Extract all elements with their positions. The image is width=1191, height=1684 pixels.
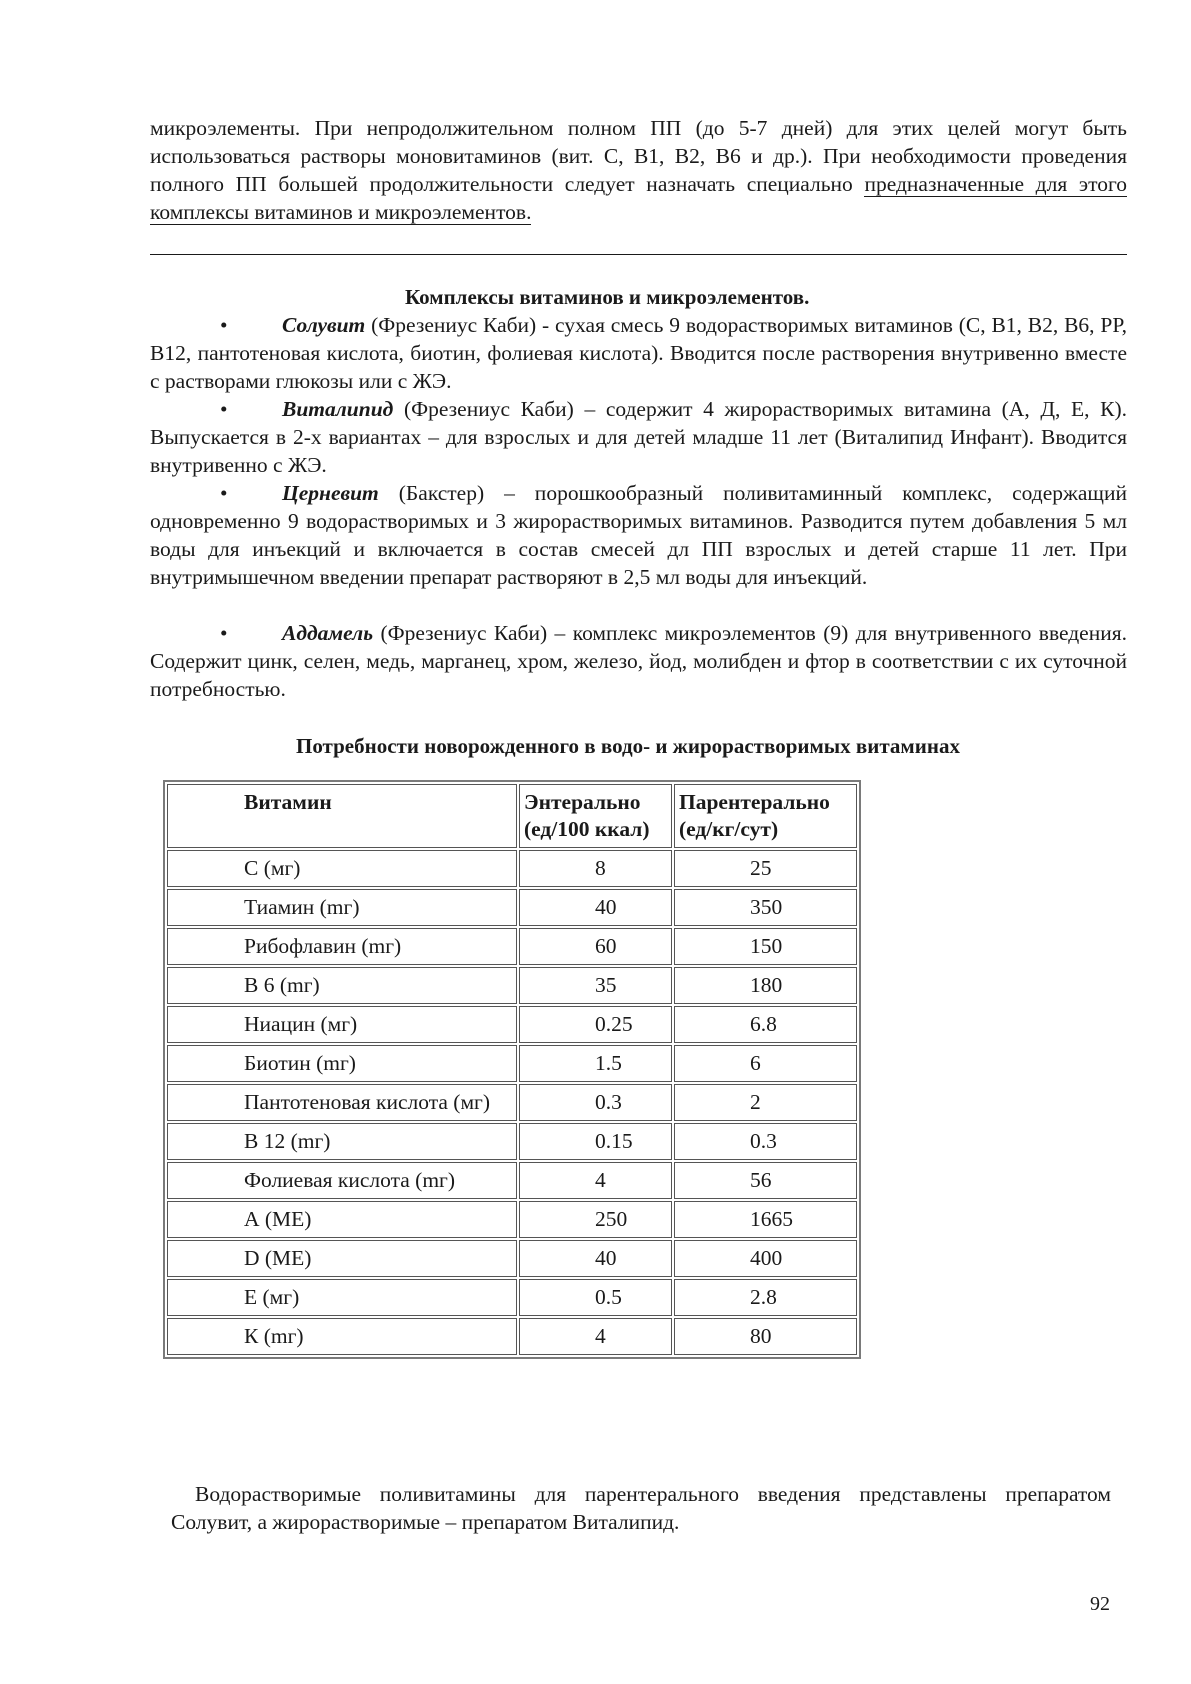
enteral-value-cell: 60 <box>519 928 672 965</box>
enteral-value-cell: 4 <box>519 1162 672 1199</box>
bullet-icon: • <box>220 313 228 337</box>
table-row <box>167 1123 857 1160</box>
table-row <box>167 1006 857 1043</box>
drug-name: Аддамель <box>282 621 374 645</box>
enteral-value-cell: 1.5 <box>519 1045 672 1082</box>
vitamin-name-cell: Рибофлавин (mг) <box>167 928 517 965</box>
enteral-value-cell: 0.3 <box>519 1084 672 1121</box>
enteral-value-cell: 0.25 <box>519 1006 672 1043</box>
table-row <box>167 889 857 926</box>
table-row <box>167 967 857 1004</box>
header-vitamin: Витамин <box>167 784 517 848</box>
parenteral-value-cell: 25 <box>674 850 857 887</box>
closing-paragraph: Водорастворимые поливитамины для парентерального введения представлены препаратом Солувит, а жирорастворимые – препаратом Виталипид. <box>171 1482 1111 1534</box>
drug-name: Солувит <box>282 313 366 337</box>
enteral-value-cell: 8 <box>519 850 672 887</box>
vitamin-name-cell: Е (мг) <box>167 1279 517 1316</box>
parenteral-value-cell: 6.8 <box>674 1006 857 1043</box>
enteral-value-cell: 4 <box>519 1318 672 1355</box>
parenteral-value-cell: 6 <box>674 1045 857 1082</box>
parenteral-value-cell: 80 <box>674 1318 857 1355</box>
table-title: Потребности новорожденного в водо- и жирорастворимых витаминах <box>296 734 960 758</box>
enteral-value-cell: 0.5 <box>519 1279 672 1316</box>
table-row <box>167 1201 857 1238</box>
horizontal-rule <box>150 254 1127 255</box>
table-row <box>167 850 857 887</box>
parenteral-value-cell: 0.3 <box>674 1123 857 1160</box>
parenteral-value-cell: 2.8 <box>674 1279 857 1316</box>
vitamin-name-cell: А (МЕ) <box>167 1201 517 1238</box>
vitamin-name-cell: К (mг) <box>167 1318 517 1355</box>
vitamin-name-cell: С (мг) <box>167 850 517 887</box>
intro-text: микроэлементы. При непродолжительном полном ПП (до 5-7 дней) для этих целей могут быть использоваться растворы моновитаминов (вит. С, В1, В2, В6 и др.). При необходимости проведения полного ПП большей продолжительности следует назначать специально <box>150 116 1127 196</box>
parenteral-value-cell: 400 <box>674 1240 857 1277</box>
drug-name: Церневит <box>282 481 379 505</box>
vitamin-name-cell: Пантотеновая кислота (мг) <box>167 1084 517 1121</box>
vitamin-name-cell: Биотин (mг) <box>167 1045 517 1082</box>
table-row <box>167 1318 857 1355</box>
enteral-value-cell: 0.15 <box>519 1123 672 1160</box>
table-row <box>167 928 857 965</box>
parenteral-value-cell: 150 <box>674 928 857 965</box>
vitamin-name-cell: Фолиевая кислота (mг) <box>167 1162 517 1199</box>
drug-description: (Бакстер) – порошкообразный поливитаминный комплекс, содержащий одновременно 9 водорастворимых и 3 жирорастворимых витаминов. Разводится путем добавления 5 мл воды для инъекций и включается в состав смесей дл ПП взрослых и детей старше 11 лет. При внутримышечном введении препарат растворяют в 2,5 мл воды для инъекций. <box>150 481 1127 589</box>
intro-underlined-text: предназначенные для этого комплексы витаминов и микроэлементов. <box>150 172 1127 224</box>
bullet-item-soluvit <box>150 311 1127 395</box>
vitamin-name-cell: В 12 (mг) <box>167 1123 517 1160</box>
table-row <box>167 1279 857 1316</box>
bullet-item-addamel <box>150 619 1127 703</box>
vitamin-name-cell: Тиамин (mг) <box>167 889 517 926</box>
parenteral-value-cell: 56 <box>674 1162 857 1199</box>
section-title: Комплексы витаминов и микроэлементов. <box>405 285 810 309</box>
vitamin-name-cell: D (МЕ) <box>167 1240 517 1277</box>
intro-paragraph <box>150 114 1127 226</box>
vitamin-name-cell: В 6 (mг) <box>167 967 517 1004</box>
table-header-row <box>167 784 857 848</box>
parenteral-value-cell: 350 <box>674 889 857 926</box>
bullet-item-vitalipid <box>150 395 1127 479</box>
bullet-icon: • <box>220 621 228 645</box>
bullet-icon: • <box>220 397 228 421</box>
drug-description: (Фрезениус Каби) - сухая смесь 9 водорастворимых витаминов (С, В1, В2, В6, РР, В12, пантотеновая кислота, биотин, фолиевая кислота). Вводится после растворения внутривенно вместе с растворами глюкозы или с ЖЭ. <box>150 313 1127 393</box>
table-row <box>167 1084 857 1121</box>
header-parenteral: Парентерально (ед/кг/сут) <box>674 784 857 848</box>
vitamin-name-cell: Ниацин (мг) <box>167 1006 517 1043</box>
bullet-icon: • <box>220 481 228 505</box>
enteral-value-cell: 40 <box>519 1240 672 1277</box>
table-row <box>167 1240 857 1277</box>
bullet-item-cernevit <box>150 479 1127 591</box>
enteral-value-cell: 250 <box>519 1201 672 1238</box>
table-row <box>167 1162 857 1199</box>
drug-description: (Фрезениус Каби) – содержит 4 жирорастворимых витамина (А, Д, Е, К). Выпускается в 2-х вариантах – для взрослых и для детей младше 11 лет (Виталипид Инфант). Вводится внутривенно с ЖЭ. <box>150 397 1127 477</box>
enteral-value-cell: 35 <box>519 967 672 1004</box>
parenteral-value-cell: 180 <box>674 967 857 1004</box>
parenteral-value-cell: 1665 <box>674 1201 857 1238</box>
table-row <box>167 1045 857 1082</box>
parenteral-value-cell: 2 <box>674 1084 857 1121</box>
drug-name: Виталипид <box>282 397 394 421</box>
vitamin-requirements-table <box>163 780 861 1359</box>
enteral-value-cell: 40 <box>519 889 672 926</box>
page-number: 92 <box>1090 1593 1110 1615</box>
header-enteral: Энтерально (ед/100 ккал) <box>519 784 672 848</box>
drug-description: (Фрезениус Каби) – комплекс микроэлементов (9) для внутривенного введения. Содержит цинк, селен, медь, марганец, хром, железо, йод, молибден и фтор в соответствии с их суточной потребностью. <box>150 621 1127 701</box>
